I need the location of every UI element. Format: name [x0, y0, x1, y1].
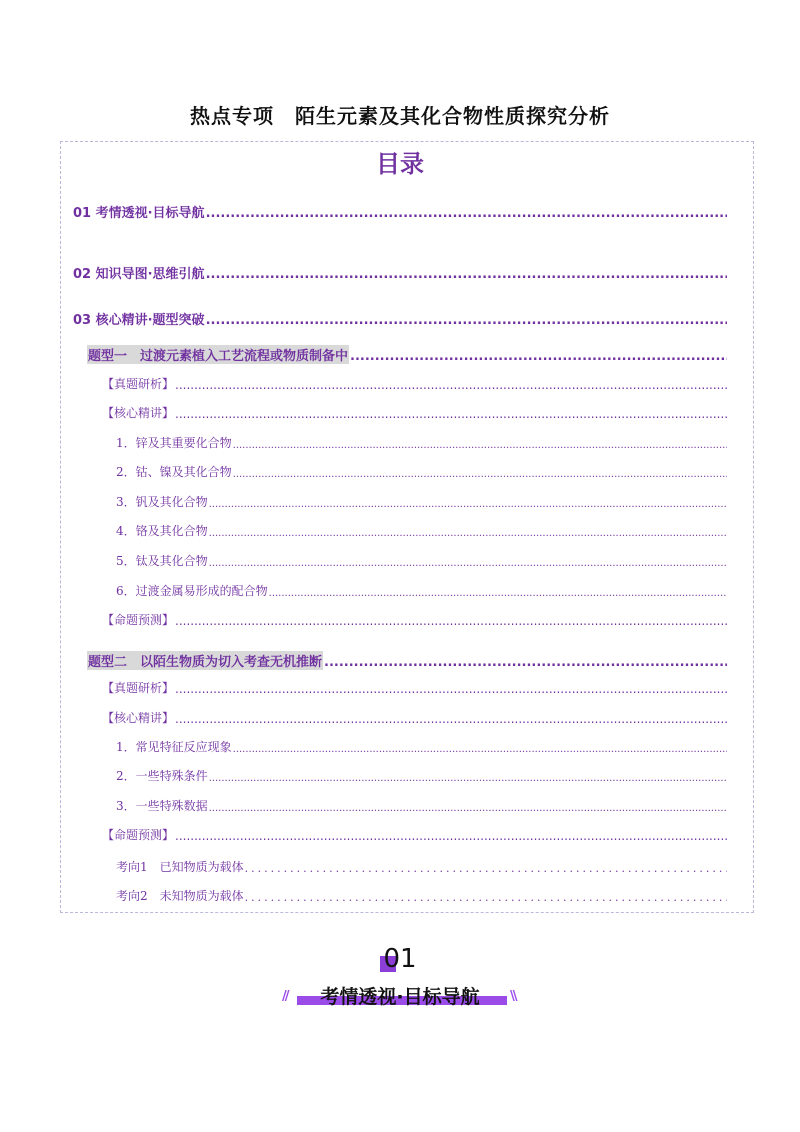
toc-entry-type-2[interactable]	[87, 651, 727, 670]
toc-entry-label: 【真题研析】	[102, 681, 175, 695]
leader-dots	[209, 499, 727, 510]
toc-entry-titanium[interactable]	[116, 552, 727, 569]
toc-entry-01[interactable]	[73, 202, 727, 221]
leader-dots	[175, 614, 727, 628]
toc-entry-real-exam-1[interactable]	[102, 375, 727, 392]
toc-entry-label: 4．铬及其化合物	[116, 524, 208, 538]
leader-dots	[175, 829, 727, 843]
toc-entry-label: 题型一 过渡元素植入工艺流程或物质制备中	[87, 345, 349, 364]
leader-dots	[269, 588, 727, 599]
toc-entry-label: 考向2 未知物质为载体	[116, 889, 244, 903]
toc-entry-zinc[interactable]	[116, 434, 727, 451]
toc-entry-label: 【真题研析】	[102, 377, 175, 391]
leader-dots	[245, 862, 727, 875]
toc-entry-cobalt-nickel[interactable]	[116, 463, 727, 480]
toc-entry-complexes[interactable]	[116, 582, 727, 599]
toc-entry-label: 【命题预测】	[102, 828, 175, 842]
toc-entry-label: 02 知识导图·思维引航	[73, 267, 205, 282]
toc-entry-label: 1．锌及其重要化合物	[116, 436, 232, 450]
section-title: 考情透视·目标导航	[320, 986, 480, 1008]
toc-entry-label: 1．常见特征反应现象	[116, 740, 232, 754]
toc-entry-direction-1[interactable]	[116, 858, 727, 875]
banner-slash-right-icon: \\	[510, 989, 516, 1004]
leader-dots	[206, 313, 727, 328]
toc-entry-prediction-2[interactable]	[102, 826, 727, 843]
toc-entry-label: 题型二 以陌生物质为切入考查无机推断	[87, 651, 323, 670]
leader-dots	[206, 206, 727, 221]
toc-entry-label: 01 考情透视·目标导航	[73, 206, 205, 221]
leader-dots	[209, 558, 727, 569]
toc-entry-prediction-1[interactable]	[102, 611, 727, 628]
toc-entry-label: 3．钒及其化合物	[116, 495, 208, 509]
leader-dots	[206, 267, 727, 282]
toc-entry-real-exam-2[interactable]	[102, 679, 727, 696]
leader-dots	[233, 440, 727, 451]
toc-entry-core-1[interactable]	[102, 404, 727, 421]
leader-dots	[233, 469, 727, 480]
toc-entry-direction-2[interactable]	[116, 887, 727, 904]
toc-entry-label: 3．一些特殊数据	[116, 799, 208, 813]
toc-entry-chromium[interactable]	[116, 522, 727, 539]
toc-entry-label: 【命题预测】	[102, 613, 175, 627]
banner-slash-left-icon: //	[282, 989, 288, 1004]
leader-dots	[233, 744, 727, 755]
toc-entry-label: 【核心精讲】	[102, 711, 175, 725]
section-number: 01	[383, 944, 417, 974]
leader-dots	[209, 773, 727, 784]
leader-dots	[175, 378, 727, 392]
leader-dots	[175, 712, 727, 726]
leader-dots	[245, 891, 727, 904]
toc-entry-label: 03 核心精讲·题型突破	[73, 313, 205, 328]
leader-dots	[209, 528, 727, 539]
leader-dots	[350, 349, 727, 364]
leader-dots	[324, 655, 727, 670]
document-title: 热点专项 陌生元素及其化合物性质探究分析	[190, 104, 610, 128]
toc-entry-core-2[interactable]	[102, 709, 727, 726]
toc-entry-03[interactable]	[73, 309, 727, 328]
toc-entry-type-1[interactable]	[87, 345, 727, 364]
toc-entry-conditions[interactable]	[116, 767, 727, 784]
toc-entry-label: 2．钴、镍及其化合物	[116, 465, 232, 479]
toc-entry-label: 考向1 已知物质为载体	[116, 860, 244, 874]
leader-dots	[209, 803, 727, 814]
toc-heading: 目录	[376, 150, 424, 178]
toc-entry-label: 2．一些特殊条件	[116, 769, 208, 783]
leader-dots	[175, 682, 727, 696]
toc-entry-reactions[interactable]	[116, 738, 727, 755]
toc-entry-vanadium[interactable]	[116, 493, 727, 510]
toc-entry-label: 【核心精讲】	[102, 406, 175, 420]
leader-dots	[175, 407, 727, 421]
toc-entry-data[interactable]	[116, 797, 727, 814]
toc-entry-02[interactable]	[73, 263, 727, 282]
toc-entry-label: 6．过渡金属易形成的配合物	[116, 584, 268, 598]
toc-entry-label: 5．钛及其化合物	[116, 554, 208, 568]
